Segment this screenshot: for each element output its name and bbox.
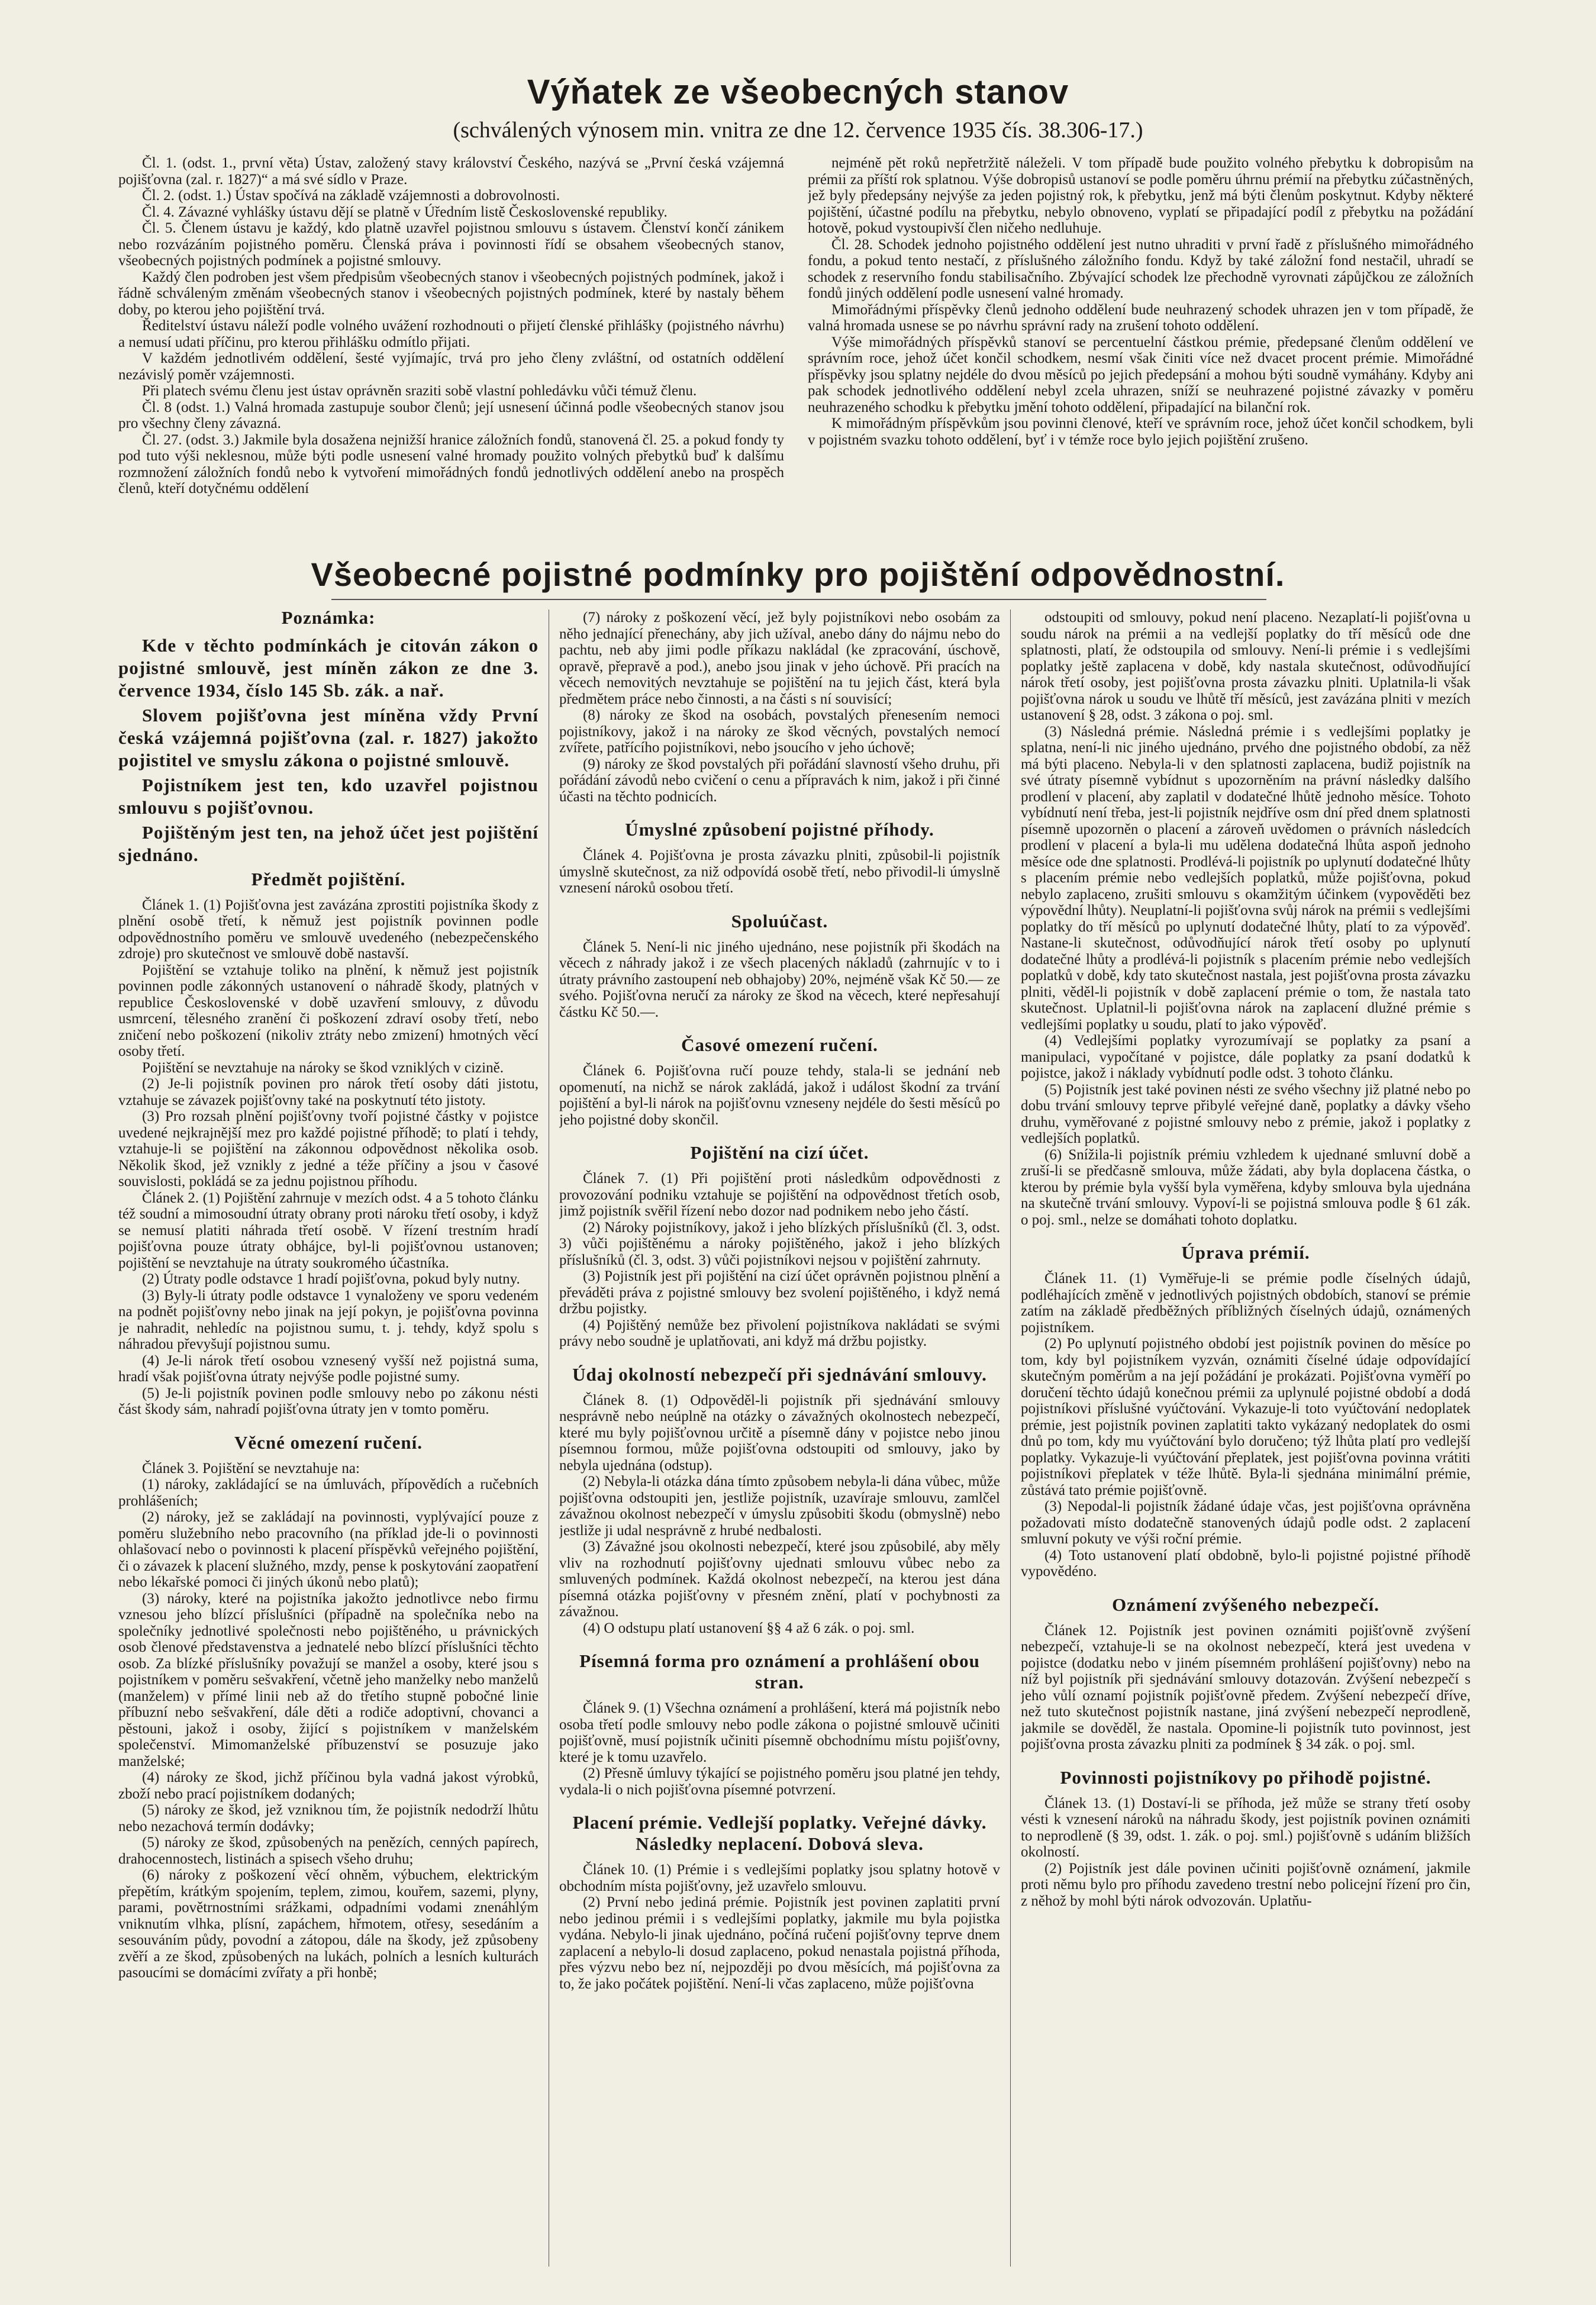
article-paragraph: (2) Po uplynutí pojistného období jest pojistník povinen do měsíce po tom, kdy byl pojistníkem vyzván, oznámiti číselné údaje odpovídající skutečným poměrům a na její požádání je prokázati. Pojišťovna vyměří po doručení těchto údajů konečnou prémii za uplynulé pojistné období a dodá pojistníkovi příslušné vyúčtování. Vykazuje-li toto vyúčtování nedoplatek prémie, jest pojistník povinen zaplatiti takto vykázaný nedoplatek do osmi dnů po tom, kdy mu vyúčtování bylo doručeno; týž lhůta platí pro vedlejší poplatky. Vykazuje-li vyúčtování přeplatek, jest pojišťovna povinna vrátiti pojistníkovi přeplatek v téže lhůtě. Byla-li sjednána minimální prémie, zůstává tato prémie pojišťovně. [1021,1336,1471,1498]
article-paragraph: Článek 7. (1) Při pojištění proti následkům odpovědnosti z provozování podniku vztahuje se pojištění na odpovědnost třetích osob, jimž pojistník svěřil řízení nebo dozor nad podnikem nebo jeho částí. [559,1171,1000,1219]
article-paragraph: (5) nároky ze škod, jež vzniknou tím, že pojistník nedodrží lhůtu nebo nezachová termín dodávky; [118,1802,539,1835]
section-heading: Spoluúčast. [731,910,828,931]
note-paragraph: Kde v těchto podmínkách je citován zákon o pojistné smlouvě, jest míněn zákon ze dne 3. července 1934, číslo 145 Sb. zák. a nař. [118,634,539,701]
note-block [118,634,539,866]
column-divider-2 [1010,610,1011,2267]
article-paragraph: (4) nároky ze škod, jichž příčinou byla vadná jakost výrobků, zboží nebo prací pojistníkem dodaných; [118,1769,539,1802]
conditions-title [0,555,1596,594]
article-paragraph: Článek 5. Není-li nic jiného ujednáno, nese pojistník při škodách na věcech z náhrady jakož i ze všech placených nákladů (zahrnujíc v to i útraty právního zastoupení neb obhajoby) 20%, nejméně však Kč 50.— ze svého. Pojišťovna neručí za nároky ze škod na věcech, které nepřesahují částku Kč 50.—. [559,939,1000,1020]
section-heading: Věcné omezení ručení. [234,1432,423,1453]
note-heading: Poznámka: [281,610,376,628]
statute-paragraph: Výše mimořádných příspěvků stanoví se percentuelní částkou prémie, předepsané členům oddělení ve správním roce, jehož účet končil schodkem, nesmí však činiti více než dvacet procent prémie. Mimořádné příspěvky jsou splatny nejdéle do dvou měsíců po jejich předepsání a mohou býti soudně vymáhány. Kdyby ani pak schodek jednotlivého oddělení nebyl zcela uhrazen, sníží se neuhrazené pojistné závazky v poměru neuhrazeného schodku k přebytku jmění tohoto oddělení, připadající na bilanční rok. [808,334,1474,415]
article-paragraph: (7) nároky z poškození věcí, jež byly pojistníkovi nebo osobám za něho jednající přenechány, aby jich užíval, anebo dány do nájmu nebo do pachtu, neb aby jimi podle příkazu nakládal (ke zpracování, úschově, opravě, přepravě a pod.), anebo jsou jinak v jeho úchově. Při pracích na věcech nemovitých nevztahuje se pojištění na tu jejich část, která byla předmětem práce nebo činnosti, a na části s ní souvisící; [559,610,1000,707]
statute-right-column [808,155,1474,522]
article-paragraph: (4) Pojištěný nemůže bez přivolení pojistníkova nakládati se svými právy nebo soudně je uplatňovati, ani když má držbu pojistky. [559,1317,1000,1349]
article-paragraph: Článek 13. (1) Dostaví-li se příhoda, jež může se strany třetí osoby vésti k vznesení nároků na náhradu škody, jest pojistník povinen oznámiti to neprodleně (§ 39, odst. 1. zák. o poj. sml.) pojišťovně s udáním bližších okolností. [1021,1795,1471,1860]
article-paragraph: (4) O odstupu platí ustanovení §§ 4 až 6 zák. o poj. sml. [583,1620,915,1636]
section-heading: Údaj okolností nebezpečí při sjednávání smlouvy. [572,1363,987,1385]
statute-paragraph: Čl. 2. (odst. 1.) Ústav spočívá na základě vzájemnosti a dobrovolnosti. [142,188,560,204]
statute-paragraph: Čl. 28. Schodek jednoho pojistného oddělení jest nutno uhraditi v první řadě z příslušného mimořádného fondu, a pokud tento nestačí, z příslušného záložního fondu. Když by také záložní fond nestačil, uhradí se schodek z reservního fondu stabilisačního. Zbývající schodek lze přechodně vyrovnati zápůjčkou ze záložních fondů jiných oddělení podle usnesení valné hromady. [808,236,1474,301]
article-paragraph: Článek 12. Pojistník jest povinen oznámiti pojišťovně zvýšení nebezpečí, vztahuje-li se na okolnost nebezpečí, která jest uvedena v pojistce (dodatku nebo v jiném písemném prohlášení pojišťovny) nebo na níž byl pojistník při sjednávání smlouvy dotazován. Zvýšení nebezpečí s jeho vůlí oznamí pojistník pojišťovně předem. Zvýšení nebezpečí dříve, než tuto skutečnost pojistník nastane, jiná zvýšení nebezpečí neprodleně, jakmile se dověděl, že nastala. Opomine-li pojistník tuto povinnost, jest pojišťovna prosta závazku plniti za podmínek § 34 zák. o poj. sml. [1021,1622,1471,1752]
note-paragraph: Pojistníkem jest ten, kdo uzavřel pojistnou smlouvu s pojišťovnou. [118,774,539,818]
statute-paragraph: Každý člen podroben jest všem předpisům všeobecných stanov i všeobecných pojistných podmínek, jakož i řádně schváleným změnám všeobecných stanov i všeobecných pojistných podmínek, které by nastaly během doby, po kterou jeho pojištění trvá. [118,269,784,318]
section-heading: Písemná forma pro oznámení a prohlášení obou stran. [579,1650,980,1693]
statute-paragraph: Čl. 8 (odst. 1.) Valná hromada zastupuje soubor členů; její usnesení účinná podle všeobecných stanov jsou pro všechny členy závazná. [118,399,784,431]
statute-paragraph: Ředitelství ústavu náleží podle volného uvážení rozhodnouti o přijetí členské přihlášky (pojistného návrhu) a nemusí udati příčinu, pro kterou přihlášku odmítlo přijati. [118,318,784,350]
note-paragraph: Pojištěným jest ten, na jehož účet jest pojištění sjednáno. [118,821,539,865]
article-paragraph: (3) Pojistník jest při pojištění na cizí účet oprávněn pojistnou plnění a převáděti práva z pojistné smlouvy bez svolení pojištěného, i když nemá držbu pojistky. [559,1268,1000,1317]
section-heading: Časové omezení ručení. [681,1034,878,1055]
article-paragraph: (6) nároky z poškození věcí ohněm, výbuchem, elektrickým přepětím, krátkým spojením, teplem, zimou, kouřem, sazemi, plyny, parami, povětrnostními srážkami, odpadními vodami znenáhlým vniknutím vlhka, plísní, zapáchem, hřmotem, otřesy, sesedáním a sesouváním půdy, povodní a zátopou, dále na škody, jež způsobeny zvěří a ze škod, způsobených na lukách, polních a lesních kulturách pasoucími se domácími zvířaty a při honbě; [118,1867,539,1981]
article-paragraph: (2) První nebo jediná prémie. Pojistník jest povinen zaplatiti první nebo jedinou prémii i s vedlejšími poplatky, jakmile mu byla pojistka vydána. Nebylo-li jinak ujednáno, počíná ručení pojišťovny teprve dnem zaplacení a nebylo-li dosud zaplaceno, pokud nenastala pojistná příhoda, přes výzvu nebo bez ní, nejpozději po dvou měsících, má pojišťovna za to, že jako počátek pojištění. Není-li včas zaplaceno, může pojišťovna [559,1894,1000,1992]
article-paragraph: (6) Snížila-li pojistník prémiu vzhledem k ujednané smluvní době a zruší-li se předčasně smlouva, může žádati, aby byla doplacena částka, o kterou by prémie byla vyšší byla vyměřena, kdyby smlouva byla ujednána na skutečně trvání smlouvy. Vypoví-li se pojistná smlouva podle § 61 zák. o poj. sml., nelze se domáhati tohoto doplatku. [1021,1146,1471,1228]
statute-paragraph: K mimořádným příspěvkům jsou povinni členové, kteří ve správním roce, jehož účet končil schodkem, byli v pojistném svazku tohoto oddělení, byť i v témže roce bylo jejich pojištění zrušeno. [808,415,1474,448]
section-heading: Úprava prémií. [1181,1242,1310,1263]
section-heading: Placení prémie. Vedlejší poplatky. Veřejné dávky. Následky neplacení. Dobová sleva. [572,1812,987,1854]
note-paragraph: Slovem pojišťovna jest míněna vždy První česká vzájemná pojišťovna (zal. r. 1827) jakožto pojistitel ve smyslu zákona o pojistné smlouvě. [118,704,539,771]
article-paragraph: (8) nároky ze škod na osobách, povstalých přenesením nemoci pojistníkovy, jakož i na nároky ze škod věcných, povstalých nemocí zvířete, patřícího pojistníkovi, nebo jsoucího v jeho úchově; [559,707,1000,756]
section-heading: Pojištění na cizí účet. [690,1142,869,1163]
statute-paragraph: Čl. 1. (odst. 1., první věta) Ústav, založený stavy království Českého, nazývá se „První česká vzájemná pojišťovna (zal. r. 1827)“ a má své sídlo v Praze. [118,155,784,188]
statute-paragraph: Čl. 27. (odst. 3.) Jakmile byla dosažena nejnižší hranice záložních fondů, stanovená čl. 25. a pokud fondy ty pod tuto výši neklesnou, může býti podle usnesení valné hromady použito volných přebytků buď k dalšímu rozmnožení záložních fondů nebo k vytvoření mimořádných fondů jednotlivých oddělení anebo na prospěch členů, kteří dotyčnému oddělení [118,431,784,497]
article-paragraph: (3) Závažné jsou okolnosti nebezpečí, které jsou způsobilé, aby měly vliv na rozhodnutí pojišťovny ujednati smlouvu vůbec nebo za smluvených podmínek. Každá okolnost nebezpečí, na kterou jest dána písemná otázka pojišťovny v přesném znění, platí v pochybnosti za závažnou. [559,1539,1000,1620]
article-paragraph: Pojištění se nevztahuje na nároky se škod vzniklých v cizině. [142,1059,504,1076]
article-paragraph: (5) Pojistník jest také povinen nésti ze svého všechny již platné nebo po dobu trvání smlouvy teprve přibylé veřejné daně, poplatky a dávky všeho druhu, vyměřované z pojistné smlouvy nebo z prémie, jakož i poplatky z vedlejších poplatků. [1021,1081,1471,1146]
article-paragraph: Článek 2. (1) Pojištění zahrnuje v mezích odst. 4 a 5 tohoto článku též soudní a mimosoudní útraty obrany proti nároku třetí osoby, i když se nemusí platiti náhrada třetí osobě. V řízení trestním hradí pojišťovna pouze útraty obhájce, byl-li pojišťovnou ustanoven; pojištění se nevztahuje na útraty soukromého účastníka. [118,1189,539,1271]
section-heading: Předmět pojištění. [251,868,406,889]
statute-left-column [118,155,784,522]
statute-excerpt-title: Výňatek ze všeobecných stanov [527,73,1069,111]
conditions-column-3 [1021,610,1471,2267]
article-paragraph: Článek 3. Pojištění se nevztahuje na: [142,1460,360,1477]
article-paragraph: (3) Byly-li útraty podle odstavce 1 vynaloženy ve sporu vedeném na podnět pojišťovny nebo jinak na její pokyn, je pojišťovna povinna je nahradit, nehledíc na pojistnou sumu, t. j. tehdy, když spolu s náhradou převyšují pojistnou sumu. [118,1287,539,1352]
section-heading: Oznámení zvýšeného nebezpečí. [1112,1594,1379,1615]
article-paragraph: (3) Nepodal-li pojistník žádané údaje včas, jest pojišťovna oprávněna požadovati místo dodatečně stanovených údajů podle odst. 2 zaplacení smluvní pokuty ve výši roční prémie. [1021,1498,1471,1547]
article-paragraph: (2) Je-li pojistník povinen pro nárok třetí osoby dáti jistotu, vztahuje se závazek pojišťovny také na poskytnutí této jistoty. [118,1076,539,1108]
article-paragraph: Článek 6. Pojišťovna ručí pouze tehdy, stala-li se jednání neb opomenutí, na nichž se nárok zakládá, jakož i událost škodní za trvání pojištění a byl-li nárok na pojišťovnu vzneseny nejdéle do šesti měsíců po jeho pojistné doby skončil. [559,1063,1000,1128]
article-paragraph: (4) Je-li nárok třetí osobou vznesený vyšší než pojistná suma, hradí však pojišťovna útraty nejvýše podle pojistné sumy. [118,1352,539,1385]
section-heading: Úmyslné způsobení pojistné příhody. [625,819,934,840]
article-paragraph: (4) Vedlejšími poplatky vyrozumívají se poplatky za psaní a manipulaci, vypočítané v pojistce, dále poplatky za psaní dodatků k pojistce, jakož i náklady vybídnutí podle odst. 3 tohoto článku. [1021,1033,1471,1081]
article-paragraph: (2) nároky, jež se zakládají na povinnosti, vyplývající pouze z poměru služebního nebo pracovního (na příklad jde-li o povinnosti ohlašovací nebo o povinnosti k placení příspěvků veřejného pojištění, či o závazek k placení služného, mzdy, pense k poskytování zaopatření nebo lékařské pomoci či jiných úkonů nebo platů); [118,1509,539,1590]
conditions-column-1 [118,610,539,2267]
article-paragraph: (2) Nároky pojistníkovy, jakož i jeho blízkých příslušníků (čl. 3, odst. 3) vůči pojištěnému a nároky pojištěného, jakož i jeho blízkých příslušníků (čl. 3, odst. 3) vůči pojistníkovi nejsou v pojištění zahrnuty. [559,1219,1000,1268]
statute-paragraph: nejméně pět roků nepřetržitě náleželi. V tom případě bude použito volného přebytku k dobropisům na prémii za příští rok splatnou. Výše dobropisů ustanoví se podle poměru úhrnu prémií na přebytku zúčastněných, jež byly předepsány nejvýše za jeden pojistný rok, k přebytku, jenž má býti členům poskytnut. Kdyby některé pojištění, účastné podílu na přebytku, nebylo obnoveno, vyplatí se připadající podíl z přebytku na požádání hotově, pokud vystoupivší člen ničeho nedluhuje. [808,155,1474,236]
article-paragraph: Článek 8. (1) Odpověděl-li pojistník při sjednávání smlouvy nesprávně nebo neúplně na otázky o závažných okolnostech nebezpečí, které mu byly pojišťovnou určitě a písemně dány v pojistce nebo jinou písemnou formou, může pojišťovna odstoupiti od smlouvy, jako by nebyla ujednána (odstup). [559,1392,1000,1474]
article-paragraph: Článek 9. (1) Všechna oznámení a prohlášení, která má pojistník nebo osoba třetí podle smlouvy nebo podle zákona o pojistné smlouvě učiniti pojišťovně, musí pojistník učiniti písemně obchodnímu místu pojišťovny, které je k tomu uzavřelo. [559,1700,1000,1765]
article-paragraph: Pojištění se vztahuje toliko na plnění, k němuž jest pojistník povinnen podle zákonných ustanovení o náhradě škody, platných v republice Československé v době uzavření smlouvy, z důvodu usmrcení, tělesného zranění či poškození zdraví osoby třetí, nebo zničení nebo poškození (nikoliv ztráty nebo zmizení) hmotných věcí osoby třetí. [118,962,539,1059]
article-paragraph: (2) Nebyla-li otázka dána tímto způsobem nebyla-li dána vůbec, může pojišťovna odstoupiti jen, jestliže pojistník, uzavíraje smlouvu, zamlčel závažnou okolnost nebezpečí v úmyslu způsobiti škodu (obmyslně) nebo jestliže ji udal nesprávně z hrubé nedbalosti. [559,1474,1000,1539]
article-paragraph: (2) Pojistník jest dále povinen učiniti pojišťovně oznámení, jakmile proti němu bylo pro příhodu zavedeno trestní nebo policejní řízení pro čin, z něhož by mohl býti nárok odvozován. Uplatňu- [1021,1860,1471,1909]
statute-paragraph: V každém jednotlivém oddělení, šesté vyjímajíc, trvá pro jeho členy zvláštní, od ostatních oddělení nezávislý poměr vzájemnosti. [118,350,784,383]
title-underline-rule [331,599,1266,600]
article-paragraph: Článek 10. (1) Prémie i s vedlejšími poplatky jsou splatny hotově v obchodním místa pojišťovny, jež uzavřelo smlouvu. [559,1862,1000,1894]
article-paragraph: odstoupiti od smlouvy, pokud není placeno. Nezaplatí-li pojišťovna u soudu nárok na prémii a na vedlejší poplatky do tří měsíců ode dne splatnosti, platí, že odstoupila od smlouvy. Není-li prémie i s vedlejšími poplatky ještě zaplacena v době, kdy nastala skutečnost, odůvodňující nárok třetí osoby, jest pojišťovna prosta závazku plniti. Uplatnila-li však pojišťovna nárok u soudu ve lhůtě tří měsíců, jest zavázána plniti v mezích ustanovení § 28, odst. 3 zákona o poj. sml. [1021,610,1471,723]
statute-paragraph: Při platech svému členu jest ústav oprávněn sraziti sobě vlastní pohledávku vůči témuž členu. [142,383,697,399]
article-paragraph: Článek 11. (1) Vyměřuje-li se prémie podle číselných údajů, podléhajících změně v jednotlivých pojistných obdobích, stanoví se prémie zatím na základě předběžných příbližných číselných údajů, oznámených pojistníkem. [1021,1271,1471,1336]
article-paragraph: (1) nároky, zakládající se na úmluvách, přípovědích a ručebních prohlášeních; [118,1477,539,1509]
article-paragraph: (9) nároky ze škod povstalých při pořádání slavností všeho druhu, při pořádání závodů nebo cvičení o cenu a přípravách k nim, jakož i při činné účasti na těchto podnicích. [559,756,1000,805]
conditions-column-1-body [118,869,539,1981]
article-paragraph: (5) Je-li pojistník povinen podle smlouvy nebo po zákonu nésti část škody sám, nahradí pojišťovna útraty jen v tomto poměru. [118,1385,539,1417]
article-paragraph: Článek 1. (1) Pojišťovna jest zavázána zprostiti pojistníka škody z plnění osobě třetí, k němuž jest pojistník povinnen podle odpovědnostního poměru ve smlouvě uvedeného (nebezpečenského zdroje) pro skutečnost ve smlouvě době nastavší. [118,897,539,962]
article-paragraph: (3) nároky, které na pojistníka jakožto jednotlivce nebo firmu vznesou jeho blízcí příslušníci (případně na společníka nebo na společníky jednotlivé společnosti nebo pojištěného, u právnických osob členové představenstva a jednatelé nebo blízcí příslušníci těchto osob. Za blízké příslušníky považují se manžel a osoby, které jsou s pojistníkem v poměru sešvakření, včetně jeho manželky nebo manželů (manželem) v přímé linii neb až do třetího stupně pobočné linie příbuzní nebo sešvakření, dále děti a rodiče adoptivní, chovanci a pěstouni, jakož i osoby, žijící s pojistníkem v manželském společenství. Mimomanželské příbuzenství se posuzuje jako manželské; [118,1590,539,1769]
section-heading: Povinnosti pojistníkovy po přihodě pojistné. [1060,1766,1431,1788]
article-paragraph: (4) Toto ustanovení platí obdobně, bylo-li pojistné pojistné příhodě vypovědéno. [1021,1547,1471,1579]
article-paragraph: (2) Útraty podle odstavce 1 hradí pojišťovna, pokud byly nutny. [142,1271,520,1287]
article-paragraph: Článek 4. Pojišťovna je prosta závazku plniti, způsobil-li pojistník úmyslně skutečnost, za niž odpovídá osobě třetí, nebo přivodil-li úmyslně vznesení nároků osobou třetí. [559,847,1000,896]
article-paragraph: (2) Přesně úmluvy týkající se pojistného poměru jsou platné jen tehdy, vydala-li o nich pojišťovna písemné potvrzení. [559,1765,1000,1798]
statute-paragraph: Čl. 5. Členem ústavu je každý, kdo platně uzavřel pojistnou smlouvu s ústavem. Členství končí zánikem nebo rozvázáním pojistného poměru. Členská práva i povinnosti řídí se obsahem všeobecných stanov, všeobecných pojistných podmínek a pojistné smlouvy. [118,220,784,269]
article-paragraph: (3) Pro rozsah plnění pojišťovny tvoří pojistné částky v pojistce uvedené nejkrajnější mez pro každé pojistné příhodě; to platí i tehdy, vztahuje-li se pojištění na zákonnou odpovědnost několika osob. Několik škod, jež vznikly z jedné a téže příčiny a jsou v časové souvislosti, pokládá se za jednu pojistnou příhodu. [118,1108,539,1189]
statute-paragraph: Mimořádnými příspěvky členů jednoho oddělení bude neuhrazený schodek uhrazen jen v tom případě, že valná hromada usnese se po návrhu správní rady na zrušení tohoto oddělení. [808,301,1474,334]
conditions-title-text: Všeobecné pojistné podmínky pro pojištění odpovědnostní. [311,556,1285,593]
conditions-column-2 [559,610,1000,2267]
article-paragraph: (3) Následná prémie. Následná prémie i s vedlejšími poplatky je splatna, není-li nic jiného ujednáno, prvého dne pojistného období, za něž má býti placeno. Nebyla-li v den splatnosti zaplacena, budiž pojistník na své útraty písemně vybídnut s upozorněním na právní následky dalšího prodlení v placení, aby zaplatil v dodatečné lhůtě jednoho měsíce. Tohoto vybídnutí není třeba, jest-li pojistník nejdříve osm dní před dnem splatnosti písemně upozorněn o placení a zároveň uvědomen o právních následcích prodlení v placení a byla-li mu udělena dodatečná lhůta aspoň jednoho měsíce ode dne splatnosti. Prodlévá-li pojistník po uplynutí dodatečné lhůty s placením prémie nebo vedlejších poplatků, může pojišťovna, pokud nebylo zaplaceno, zrušiti smlouvu s okamžitým účinkem (vypověděti bez výpovědní lhůty). Neuplatní-li pojišťovna svůj nárok na prémii s vedlejšími poplatky do tří měsíců po uplynutí dodatečné lhůty, platí to za výpověď. Nastane-li skutečnost, odůvodňující nárok třetí osoby po uplynutí dodatečné lhůty a prodlévá-li pojistník s placením prémie nebo vedlejších poplatků v době, kdy tato skutečnost nastala, jest pojišťovna prosta závazku plniti, věděl-li pojistník v době zaplacení prémie o tom, že nastala tato skutečnost. Uplatnil-li pojišťovna nárok na zaplacení dlužné prémie s vedlejšími poplatky u soudu, platí to jako výpověď. [1021,723,1471,1033]
statute-excerpt-subtitle: (schválených výnosem min. vnitra ze dne 12. července 1935 čís. 38.306-17.) [453,118,1143,143]
statute-paragraph: Čl. 4. Závazné vyhlášky ústavu dějí se platně v Úředním listě Československé republiky. [142,204,668,220]
article-paragraph: (5) nároky ze škod, způsobených na penězích, cenných papírech, drahocennostech, listinách a spisech všeho druhu; [118,1835,539,1867]
